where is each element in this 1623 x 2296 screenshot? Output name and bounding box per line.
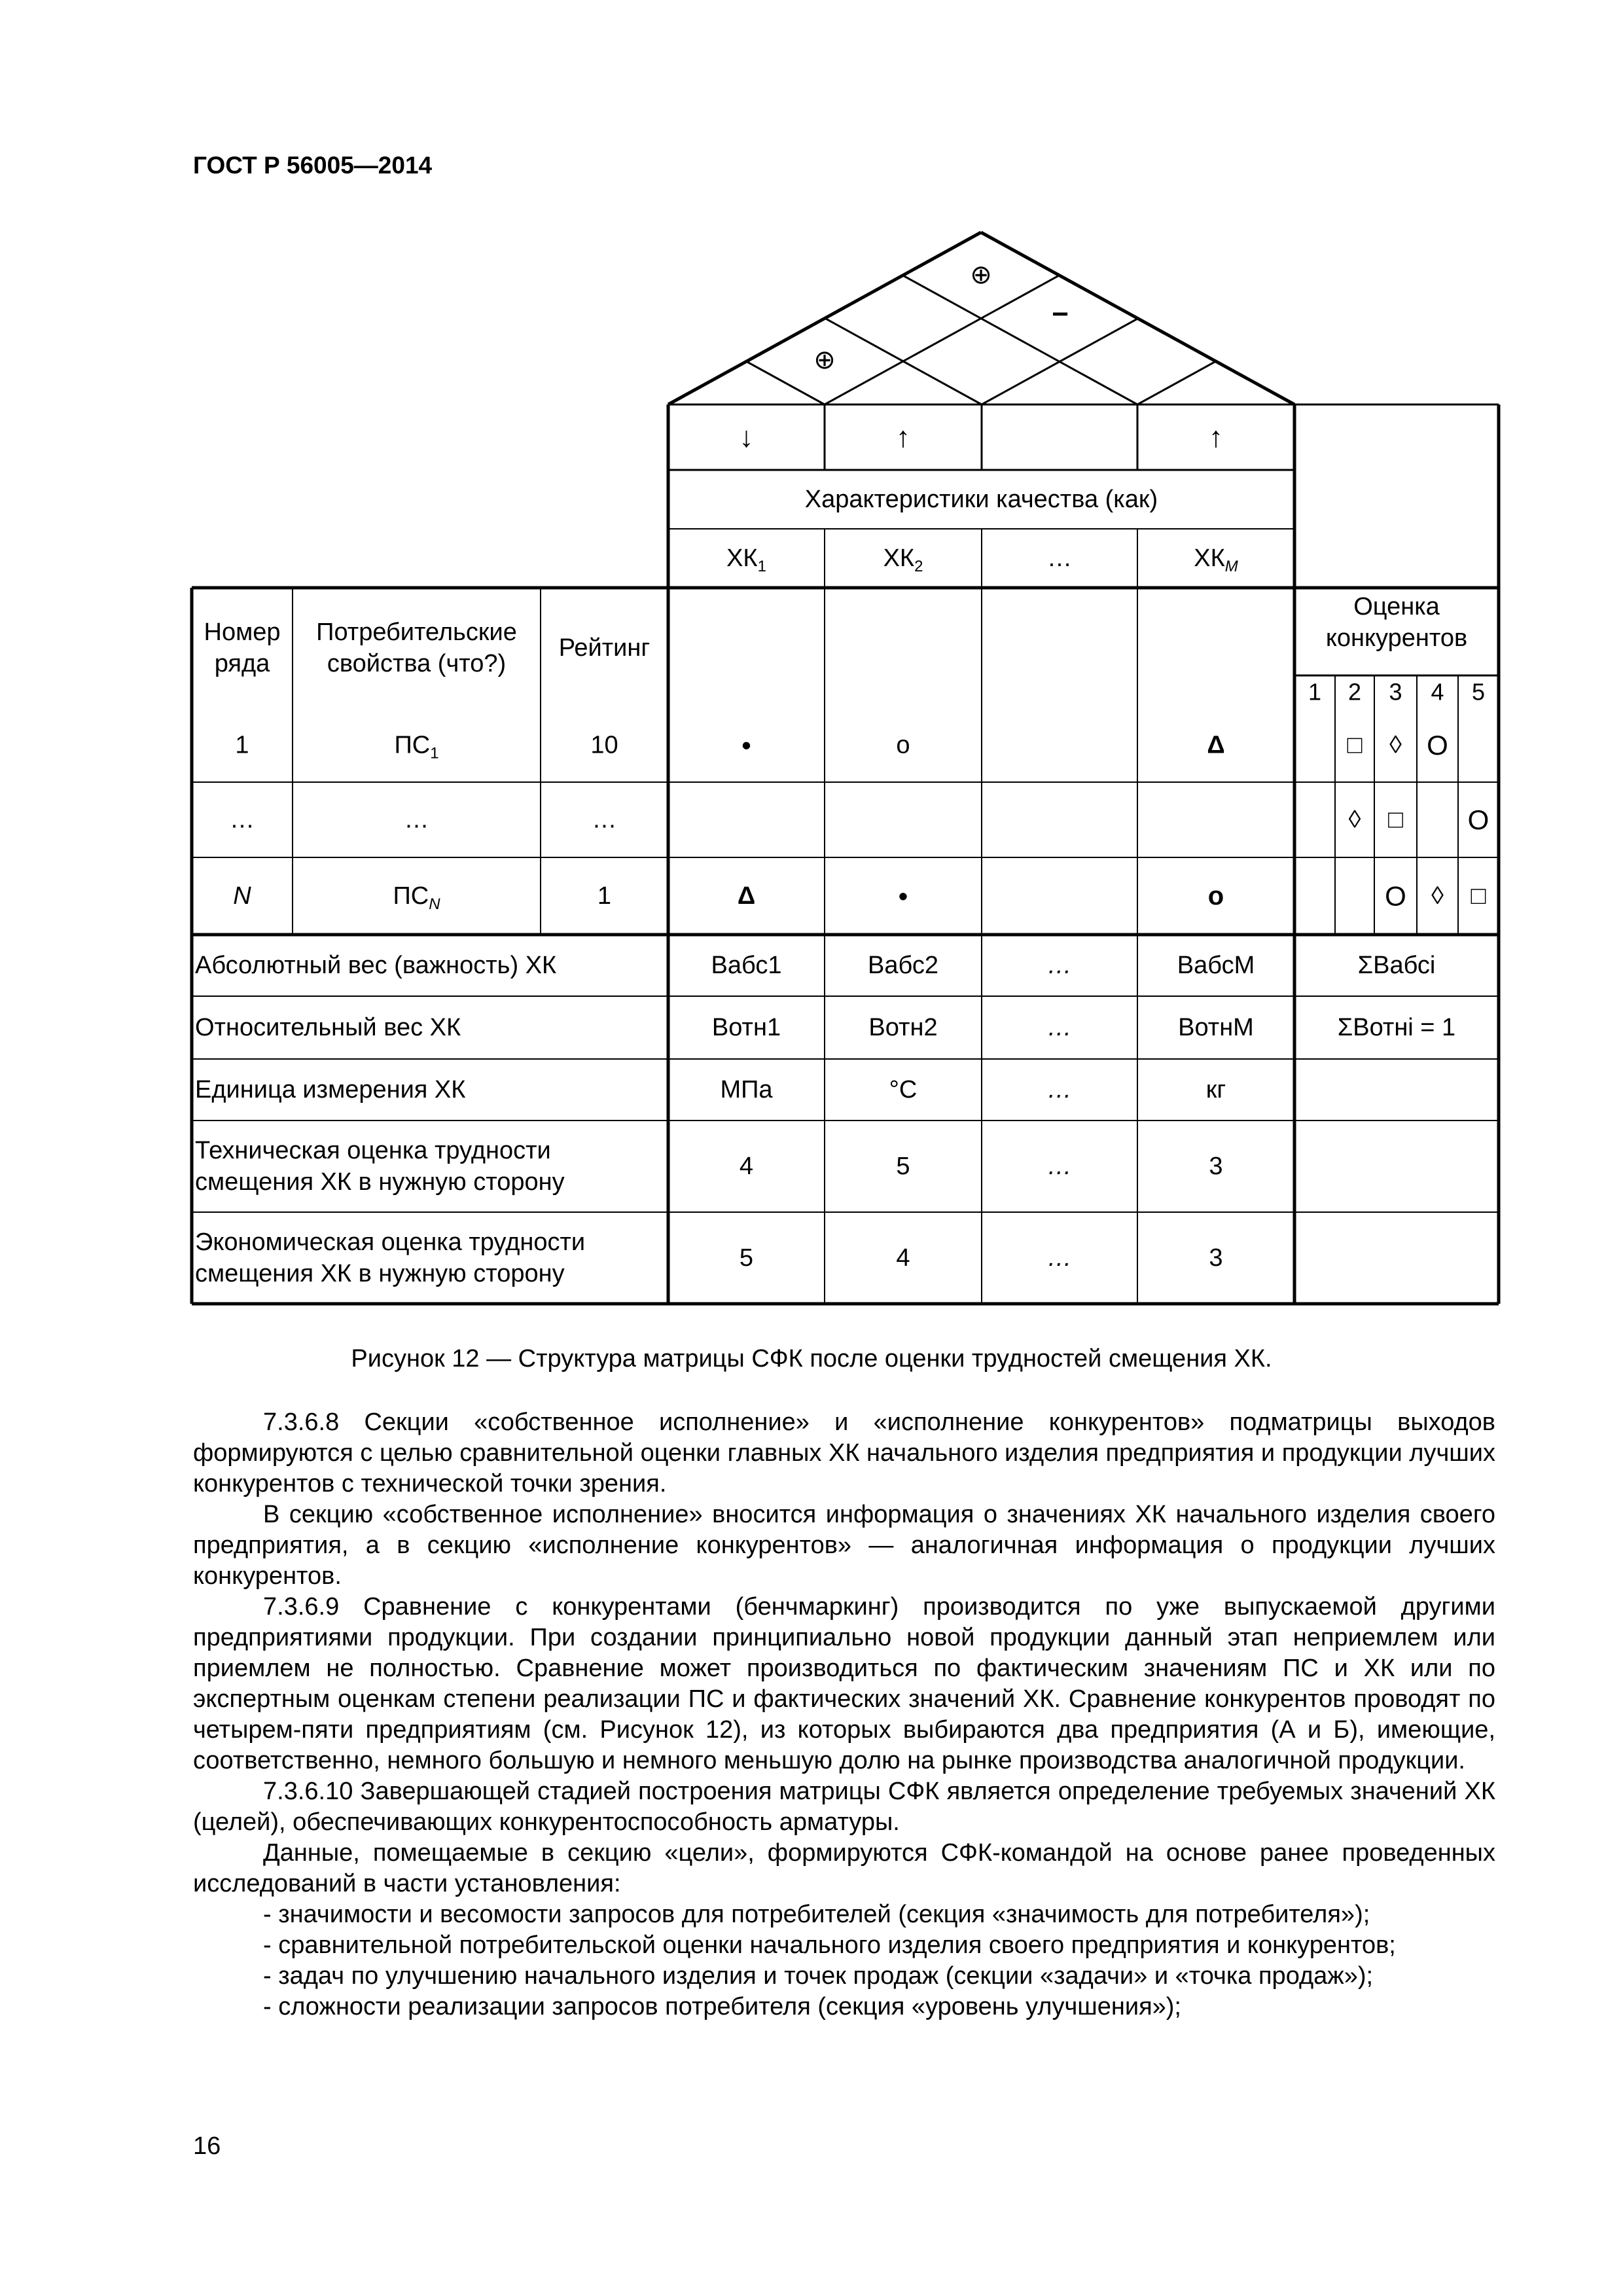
competitor-symbol: O <box>1467 804 1489 835</box>
row-value: 3 <box>1209 1244 1223 1272</box>
page-number: 16 <box>193 2132 221 2160</box>
roof-diagonal <box>1137 361 1216 404</box>
relationship-symbol: o <box>1207 882 1224 910</box>
row-value: Вотн1 <box>711 1014 781 1041</box>
relationship-symbol: Δ <box>1207 731 1225 759</box>
competitor-symbol: □ <box>1347 731 1363 759</box>
row-value: Вабс2 <box>868 952 938 979</box>
competitor-symbol: O <box>1427 730 1448 761</box>
competitors-header: Оценка <box>1353 593 1440 620</box>
competitor-symbol: ◊ <box>1348 806 1361 834</box>
property-name: … <box>404 806 429 834</box>
roof-diagonal <box>825 275 1060 404</box>
list-item: - задач по улучшению начального изделия и точек продаж (секции «задачи» и «точка продаж»); <box>263 1962 1374 1990</box>
rating-value: 1 <box>597 882 612 910</box>
competitor-number: 3 <box>1389 678 1402 706</box>
relationship-symbol: ο <box>896 731 910 759</box>
row-value: 3 <box>1209 1153 1223 1180</box>
body-text <box>193 1407 1495 2022</box>
row-label: смещения ХК в нужную сторону <box>195 1168 565 1196</box>
row-value: … <box>1047 1244 1072 1272</box>
competitor-symbol: □ <box>1388 806 1403 834</box>
property-header: Потребительские <box>316 619 517 646</box>
row-value: 4 <box>739 1153 754 1180</box>
competitor-symbol: ◊ <box>1389 731 1402 759</box>
row-sum: ΣВотнi = 1 <box>1337 1014 1456 1041</box>
quality-characteristics-heading: Характеристики качества (как) <box>804 486 1158 513</box>
row-label: Абсолютный вес (важность) ХК <box>195 952 557 979</box>
paragraph: 7.3.6.8 Секции «собственное исполнение» и «исполнение конкурентов» подматрицы выходов формируются с целью сравнительной оценки главных ХК начального изделия предприятия и продукции лучших конкурентов с технической точки зрения. <box>193 1408 1495 1498</box>
row-number-header: Номер <box>204 619 281 646</box>
figure-caption: Рисунок 12 — Структура матрицы СФК после оценки трудностей смещения ХК. <box>351 1345 1272 1372</box>
row-number: N <box>233 882 251 910</box>
row-value: … <box>1047 1153 1072 1180</box>
row-value: Вабс1 <box>711 952 782 979</box>
relationship-symbol: • <box>741 730 751 761</box>
competitors-header: конкурентов <box>1325 624 1468 652</box>
competitor-symbol: ◊ <box>1431 882 1444 910</box>
document-header: ГОСТ Р 56005—2014 <box>193 152 433 179</box>
row-value: Вотн2 <box>868 1014 938 1041</box>
row-value: МПа <box>720 1076 773 1103</box>
list-item: - сравнительной потребительской оценки начального изделия своего предприятия и конкурентов; <box>263 1931 1396 1959</box>
row-sum: ΣВабсi <box>1357 952 1436 979</box>
column-header: $ХК_2$ <box>883 545 923 575</box>
row-label: Единица измерения ХК <box>195 1076 466 1103</box>
property-name: $ПС_N$ <box>393 882 440 913</box>
competitor-number: 5 <box>1471 678 1486 706</box>
roof-diagonal <box>903 276 1138 404</box>
row-value: … <box>1047 1076 1072 1103</box>
row-value: … <box>1047 1014 1072 1041</box>
property-name: $ПС_1$ <box>394 731 439 762</box>
direction-arrow: ↑ <box>1209 421 1223 454</box>
row-value: ВотнM <box>1178 1014 1254 1041</box>
paragraph: В секцию «собственное исполнение» вносится информация о значениях ХК начального изделия своего предприятия, а в секцию «исполнение конкурентов» — аналогичная информация о продукции лучших конкурентов. <box>193 1501 1495 1590</box>
rating-value: 10 <box>590 731 618 759</box>
rating-header: Рейтинг <box>558 634 651 662</box>
competitor-symbol: □ <box>1471 882 1486 910</box>
row-label: смещения ХК в нужную сторону <box>195 1260 565 1287</box>
roof-symbol: ⊕ <box>813 346 836 374</box>
row-number: 1 <box>235 731 249 759</box>
direction-arrow: ↓ <box>739 421 754 454</box>
competitor-number: 2 <box>1347 678 1362 706</box>
rating-value: … <box>592 806 617 834</box>
paragraph: 7.3.6.10 Завершающей стадией построения матрицы СФК является определение требуемых значений ХК (целей), обеспечивающих конкурентоспособность арматуры. <box>193 1778 1495 1836</box>
competitor-number: 1 <box>1308 678 1322 706</box>
relationship-symbol: Δ <box>737 882 756 910</box>
column-header: … <box>1047 545 1072 572</box>
row-label: Относительный вес ХК <box>195 1014 461 1041</box>
relationship-symbol: • <box>898 880 908 912</box>
row-label: Экономическая оценка трудности <box>195 1229 586 1256</box>
roof-diagonal <box>747 361 825 404</box>
row-value: °С <box>889 1076 918 1103</box>
list-item: - значимости и весомости запросов для потребителей (секция «значимость для потребителя»); <box>263 1901 1370 1928</box>
paragraph: 7.3.6.9 Сравнение с конкурентами (бенчмаркинг) производится по уже выпускаемой другими предприятиями продукции. При создании принципиально новой продукции данный этап неприемлем или приемлем не полностью. Сравнение может производиться по фактическим значениям ПС и ХК или по экспертным оценкам степени реализации ПС и фактических значений ХК. Сравнение конкурентов проводят по четырем-пяти предприятиям (см. Рисунок 12), из которых выбираются два предприятия (А и Б), имеющие, соответственно, немного большую и немного меньшую долю на рынке производства аналогичной продукции. <box>193 1593 1495 1774</box>
column-header: $ХК_M$ <box>1194 545 1238 575</box>
row-value: кг <box>1205 1076 1226 1103</box>
direction-arrow: ↑ <box>896 421 910 454</box>
row-number-header: ряда <box>214 650 270 677</box>
row-value: 4 <box>896 1244 910 1272</box>
property-header: свойства (что?) <box>327 650 507 677</box>
row-value: … <box>1047 952 1072 979</box>
column-header: $ХК_1$ <box>726 545 766 575</box>
row-label: Техническая оценка трудности <box>195 1137 551 1164</box>
row-value: 5 <box>896 1153 910 1180</box>
row-value: 5 <box>739 1244 754 1272</box>
paragraph: Данные, помещаемые в секцию «цели», формируются СФК-командой на основе ранее проведенных исследований в части установления: <box>193 1839 1495 1897</box>
competitor-number: 4 <box>1431 678 1444 706</box>
row-value: ВабсM <box>1177 952 1255 979</box>
competitor-symbol: O <box>1385 880 1406 912</box>
row-number: … <box>230 806 255 834</box>
roof-symbol: − <box>1052 298 1069 331</box>
list-item: - сложности реализации запросов потребителя (секция «уровень улучшения»); <box>263 1993 1181 2020</box>
roof-symbol: ⊕ <box>970 260 992 289</box>
